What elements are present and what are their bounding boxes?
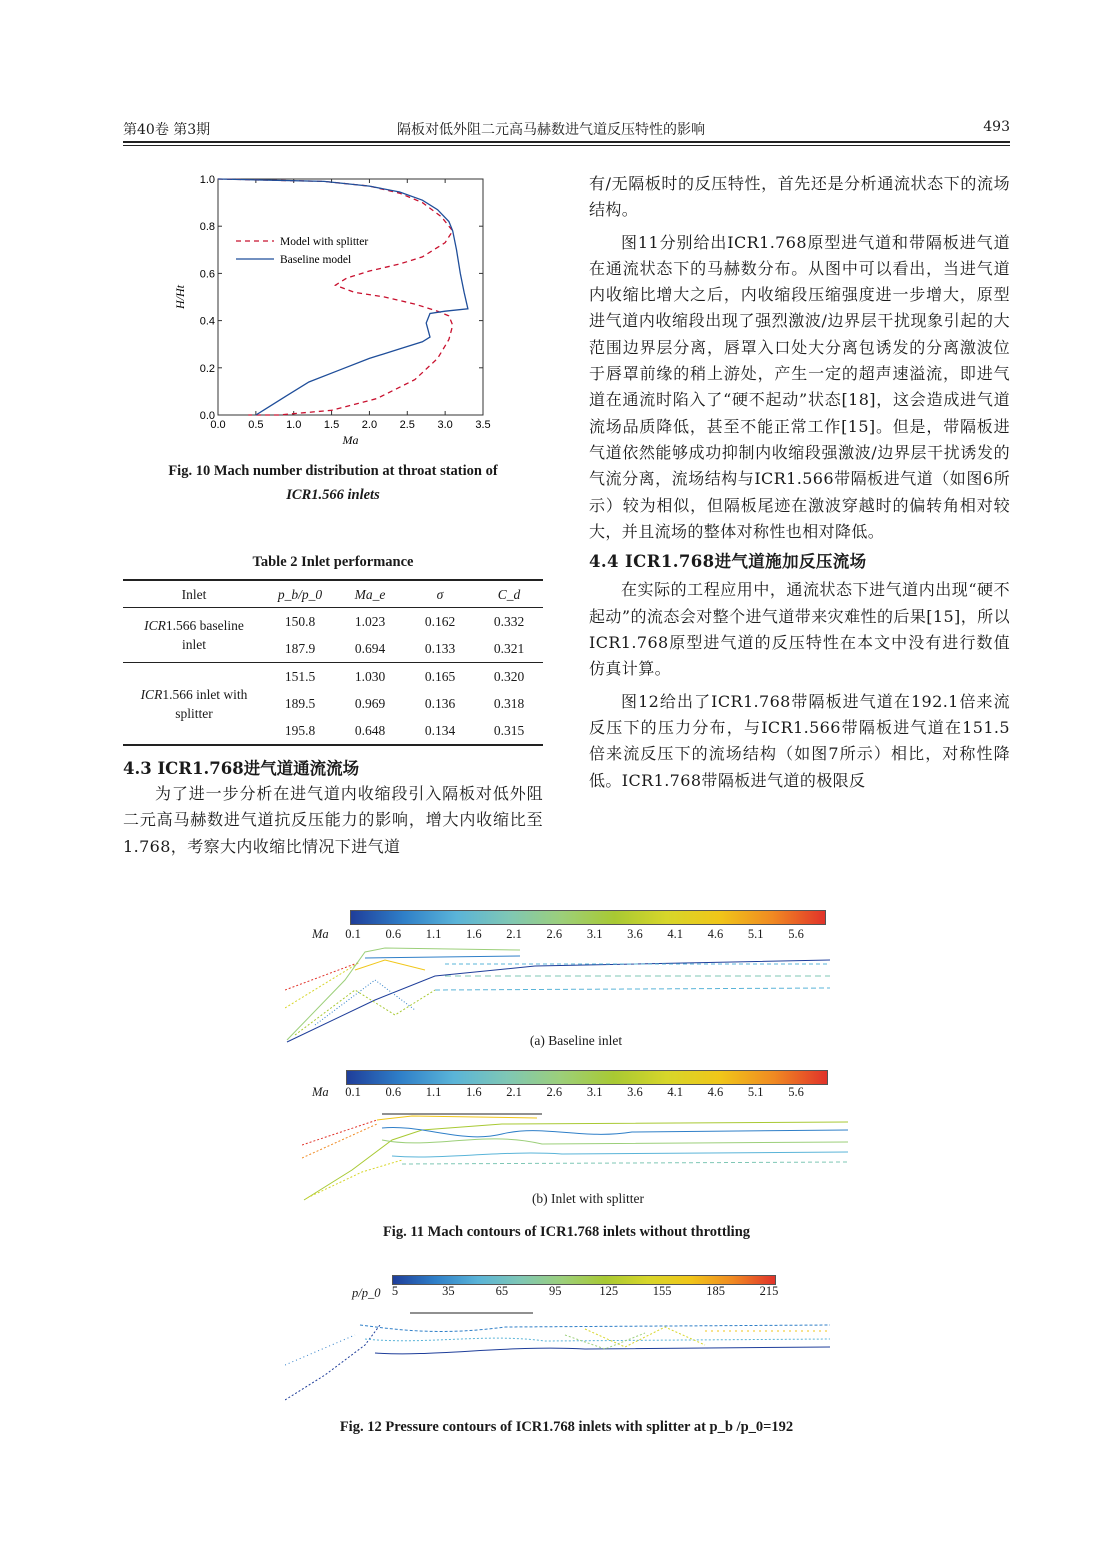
fig11a-colorbar-var: Ma <box>312 927 329 941</box>
x-tick-label: 3.5 <box>475 419 491 431</box>
y-axis-label: H/Ht <box>173 285 187 309</box>
colorbar-tick-label: 3.1 <box>586 1085 603 1099</box>
group-name-line1: ICR1.566 baseline <box>144 618 244 633</box>
colorbar-tick-label: 185 <box>706 1284 725 1298</box>
fig11a-colorbar <box>350 910 826 925</box>
colorbar-tick-label: 5.1 <box>747 1085 764 1099</box>
colorbar-tick-label: 125 <box>599 1284 619 1298</box>
colorbar-tick-label: 2.6 <box>546 927 563 941</box>
fig11b-colorbar <box>346 1070 828 1085</box>
colorbar-tick-label: 2.1 <box>506 1085 522 1099</box>
colorbar-tick-label: 2.1 <box>506 927 522 941</box>
colorbar-tick-label: 215 <box>759 1284 779 1298</box>
group-name-line1: ICR1.566 inlet with <box>140 686 248 702</box>
table-cell: 189.5 <box>284 696 316 711</box>
table-cell: 0.315 <box>493 723 525 738</box>
colorbar-tick-label: 5.1 <box>747 927 764 941</box>
colorbar-tick-label: 4.1 <box>667 927 683 941</box>
fig10-legend <box>236 236 368 266</box>
colorbar-tick-label: 65 <box>495 1284 509 1298</box>
table-cell: 195.8 <box>284 723 316 738</box>
right-column <box>589 171 1010 794</box>
table-cell: 0.165 <box>424 669 456 684</box>
colorbar-tick-label: 5.6 <box>788 1085 804 1099</box>
colorbar-tick-label: 0.1 <box>345 927 361 941</box>
table-cell: 0.648 <box>354 723 386 738</box>
colorbar-tick-label: 5 <box>391 1284 399 1298</box>
colorbar-tick-label: 4.6 <box>707 1085 724 1099</box>
y-tick-label: 0.8 <box>199 221 215 234</box>
group-name-line2: splitter <box>175 705 213 721</box>
table2-group-name <box>123 608 265 662</box>
fig11a-subcaption: (a) Baseline inlet <box>529 1033 623 1048</box>
table2-top-rule <box>123 579 543 581</box>
th-cd: C_d <box>497 586 521 602</box>
header-rule-thick <box>123 141 1010 143</box>
section-4-4-heading: 4.4 ICR1.768进气道施加反压流场 <box>589 552 867 572</box>
series-line-0 <box>218 179 453 415</box>
fig10-caption-line1: Fig. 10 Mach number distribution at throat station of <box>168 463 498 479</box>
right-paragraph-3: 在实际的工程应用中，通流状态下进气道内出现“硬不起动”的流态会对整个进气道带来灾难性的后果[15]，所以ICR1.768原型进气道的反压特性在本文中没有进行数值仿真计算。 <box>589 580 1010 679</box>
fig11a-contour <box>285 940 830 1046</box>
fig12-caption: Fig. 12 Pressure contours of ICR1.768 inlets with splitter at p_b /p_0=192 <box>339 1419 794 1435</box>
table-cell: 0.162 <box>424 614 456 629</box>
fig10-caption-line2: ICR1.566 inlets <box>286 487 380 503</box>
right-paragraph-4: 图12给出了ICR1.768带隔板进气道在192.1倍来流反压下的压力分布，与ICR1.566带隔板进气道在151.5倍来流反压下的流场结构（如图7所示）相比，对称性降低。ICR1.768带隔板进气道的极限反 <box>589 691 1010 790</box>
table2-body <box>123 608 543 744</box>
colorbar-tick-label: 0.6 <box>385 927 402 941</box>
colorbar-tick-label: 5.6 <box>788 927 804 941</box>
table2-group <box>123 608 543 662</box>
table2-bottom-rule <box>123 744 543 746</box>
y-tick-label: 0.0 <box>199 410 215 422</box>
x-axis-label: Ma <box>342 433 359 447</box>
y-tick-label: 0.2 <box>199 362 215 375</box>
x-tick-label: 3.0 <box>437 419 453 431</box>
fig12-colorbar-ticks <box>0 1284 1102 1299</box>
table2-group <box>123 662 543 744</box>
y-tick-label: 1.0 <box>199 174 215 186</box>
colorbar-tick-label: 0.1 <box>345 1085 361 1099</box>
colorbar-tick-label: 2.6 <box>546 1085 563 1099</box>
table2-header-row <box>123 582 543 607</box>
fig10-series <box>218 179 468 415</box>
colorbar-tick-label: 155 <box>652 1284 672 1298</box>
fig10-chart <box>160 168 500 453</box>
x-tick-label: 1.0 <box>286 419 302 431</box>
colorbar-tick-label: 3.6 <box>627 1085 643 1099</box>
fig11b-colorbar-ticks <box>0 1085 1102 1100</box>
x-tick-label: 0.5 <box>248 419 264 431</box>
running-header-volume: 第40卷 第3期 <box>123 122 211 138</box>
table-cell: 187.9 <box>284 641 316 656</box>
y-tick-label: 0.4 <box>199 315 215 328</box>
th-inlet: Inlet <box>181 586 207 602</box>
header-rule-thin <box>123 145 1010 146</box>
th-pb: p_b/p_0 <box>277 586 323 602</box>
table-cell: 1.023 <box>354 614 386 629</box>
colorbar-tick-label: 1.1 <box>425 927 442 941</box>
colorbar-tick-label: 3.6 <box>627 927 643 941</box>
fig12-colorbar-var: p/p_0 <box>352 1286 381 1300</box>
th-mae: Ma_e <box>354 586 386 602</box>
table-cell: 0.134 <box>424 723 456 738</box>
page-number: 493 <box>983 119 1010 135</box>
colorbar-tick-label: 1.6 <box>466 927 482 941</box>
colorbar-tick-label: 95 <box>549 1284 562 1298</box>
colorbar-tick-label: 35 <box>442 1284 455 1298</box>
fig11-caption: Fig. 11 Mach contours of ICR1.768 inlets without throttling <box>382 1224 751 1240</box>
colorbar-tick-label: 1.6 <box>466 1085 482 1099</box>
colorbar-tick-label: 1.1 <box>425 1085 442 1099</box>
right-paragraph-2: 图11分别给出ICR1.768原型进气道和带隔板进气道在通流状态下的马赫数分布。从图中可以看出，当进气道内收缩比增大之后，内收缩段压缩强度进一步增大，原型进气道内收缩段出现了强烈激波/边界层干扰现象引起的大范围边界层分离，唇罩入口处大分离包诱发的分离激波位于唇罩前缘的稍上游处，产生一定的超声速溢流，即进气道在通流时陷入了“硬不起动”状态[18]，这会造成进气道流场品质降低，甚至不能正常工作[15]。但是，带隔板进气道依然能够成功抑制内收缩段强激波/边界层干扰诱发的气流分离，流场结构与ICR1.566带隔板进气道（如图6所示）较为相似，但隔板尾迹在激波穿越时的偏转角相对较大，并且流场的整体对称性也相对降低。 <box>589 232 1010 541</box>
legend-label-1: Baseline model <box>280 254 352 266</box>
fig11b-subcaption: (b) Inlet with splitter <box>531 1191 645 1206</box>
x-tick-label: 0.0 <box>210 419 226 431</box>
colorbar-tick-label: 0.6 <box>385 1085 402 1099</box>
table-cell: 0.136 <box>424 696 456 711</box>
table-cell: 150.8 <box>284 614 316 629</box>
x-tick-label: 2.5 <box>399 419 415 431</box>
th-sigma: σ <box>436 586 444 602</box>
group-name-line2: inlet <box>182 637 206 652</box>
series-line-1 <box>218 179 468 415</box>
table-cell: 0.321 <box>493 641 525 656</box>
fig11b-colorbar-var: Ma <box>312 1085 329 1099</box>
colorbar-tick-label: 3.1 <box>586 927 603 941</box>
colorbar-tick-label: 4.6 <box>707 927 724 941</box>
section-4-3-body <box>123 781 543 860</box>
table2-group-name <box>123 663 265 744</box>
table2 <box>123 582 543 607</box>
section-4-3-paragraph: 为了进一步分析在进气道内收缩段引入隔板对低外阻二元高马赫数进气道抗反压能力的影响，增大内收缩比至1.768，考察大内收缩比情况下进气道 <box>123 784 543 856</box>
colorbar-tick-label: 4.1 <box>667 1085 683 1099</box>
fig12-contour <box>285 1305 830 1405</box>
right-paragraph-1: 有/无隔板时的反压特性，首先还是分析通流状态下的流场结构。 <box>589 174 1010 220</box>
fig10-frame <box>218 179 483 415</box>
table-cell: 0.332 <box>493 614 525 629</box>
table-cell: 1.030 <box>354 669 386 684</box>
section-4-3-heading: 4.3 ICR1.768进气道通流流场 <box>123 759 360 778</box>
y-tick-label: 0.6 <box>199 268 215 281</box>
table-cell: 0.969 <box>354 696 386 711</box>
x-tick-label: 2.0 <box>361 419 378 431</box>
legend-label-0: Model with splitter <box>280 236 369 248</box>
table-cell: 0.318 <box>493 696 525 711</box>
table-cell: 151.5 <box>284 669 316 684</box>
x-tick-label: 1.5 <box>323 419 340 431</box>
table2-caption: Table 2 Inlet performance <box>252 554 414 570</box>
running-header-title: 隔板对低外阻二元高马赫数进气道反压特性的影响 <box>397 122 705 138</box>
table-cell: 0.320 <box>493 669 525 684</box>
table-cell: 0.133 <box>424 641 456 656</box>
table-cell: 0.694 <box>354 641 386 656</box>
